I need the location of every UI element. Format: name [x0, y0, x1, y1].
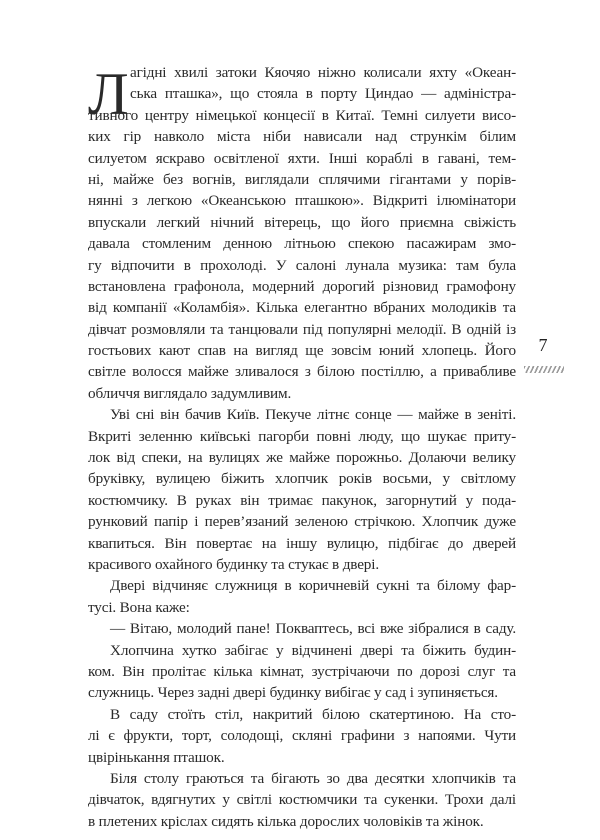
text-line: встановлена графонола, модерний дорогий різновид грамофону — [88, 277, 516, 295]
text-line: впускали легкий нічний вітерець, що його приємна свіжість — [88, 213, 516, 231]
body-text — [88, 62, 516, 832]
text-line: красивого охайного будинку та стукає в двері. — [88, 555, 379, 573]
text-line: Двері відчиняє служниця в коричневій сукні та білому фар- — [110, 577, 516, 595]
text-line: силуетом яскраво освітленої яхти. Інші кораблі в гавані, тем- — [88, 149, 516, 167]
text-line: нянні з легкою «Океанською пташкою». Відкриті ілюмінатори — [88, 192, 516, 210]
text-line: — Вітаю, молодий пане! Покваптесь, всі вже зібралися в саду. — [110, 620, 516, 638]
text-line: Уві сні він бачив Київ. Пекуче літнє сонце — майже в зеніті. — [110, 406, 516, 424]
text-line: світле волосся майже зливалося з білою постіллю, а привабливе — [88, 363, 516, 381]
page-number: 7 — [538, 335, 548, 355]
text-line: цвірінькання пташок. — [88, 748, 225, 766]
text-line: квапиться. Він повертає на іншу вулицю, підбігає до дверей — [88, 534, 516, 552]
text-line: тусі. Вона каже: — [88, 598, 190, 616]
text-line: лок від спеки, на вулицях же майже порожньо. Долаючи велику — [88, 449, 516, 467]
text-line: бруківку, вулицею біжить хлопчик років восьми, у світлому — [88, 470, 516, 488]
text-line: в плетених кріслах сидять кілька дорослих чоловіків та жінок. — [88, 812, 484, 830]
text-line: ська пташка», що стояла в порту Циндао — адміністра- — [130, 85, 516, 103]
text-line: Біля столу граються та бігають зо два десятки хлопчиків та — [110, 769, 516, 787]
text-line: дівчаток, вдягнутих у світлі костюмчики та сукенки. Трохи далі — [88, 791, 516, 809]
text-line: Вкриті зеленню київські пагорби повні люду, що шукає приту- — [88, 427, 516, 445]
drop-cap: Л — [88, 61, 129, 127]
text-line: давала стомленим денною літньою спекою пасажирам змо- — [88, 235, 516, 253]
text-line: гостьових кают спав на вигляд ще зовсім юний хлопець. Його — [88, 342, 516, 360]
text-line: агідні хвилі затоки Кяочяо ніжно колисали яхту «Океан- — [130, 64, 516, 81]
text-line: ких гір навколо міста ніби нависали над стрункім білим — [88, 128, 516, 146]
text-line: ком. Він пролітає кілька кімнат, зустрічаючи по дорозі слуг та — [88, 662, 516, 680]
text-line: ні, майже без вогнів, виглядали сплячими гігантами у порів- — [88, 170, 516, 188]
text-line: тивного центру німецької концесії в Китаї. Темні силуети висо- — [88, 106, 516, 124]
text-line: рунковий папір і перев’язаний зеленою стрічкою. Хлопчик дуже — [88, 513, 516, 531]
text-line: В саду стоїть стіл, накритий білою скатертиною. На сто- — [110, 705, 516, 723]
text-line: лі є фрукти, торт, солодощі, скляні графини з напоями. Чути — [88, 727, 516, 745]
text-line: гу відпочити в прохолоді. У салоні лунала музика: там була — [88, 256, 516, 274]
text-line: дівчат розмовляли та танцювали під популярні мелодії. В одній із — [88, 320, 516, 338]
text-line: служниць. Через задні двері будинку вибігає у сад і зупиняється. — [88, 684, 498, 702]
text-line: Хлопчина хутко забігає у відчинені двері та біжить будин- — [110, 641, 516, 659]
text-line: обличчя виглядало задумливим. — [88, 384, 292, 402]
text-line: костюмчику. В руках він тримає пакунок, загорнутий у пода- — [88, 491, 516, 509]
text-line: від компанії «Коламбія». Кілька елегантно вбраних молодиків та — [88, 299, 516, 317]
page-number-ornament — [524, 366, 564, 373]
